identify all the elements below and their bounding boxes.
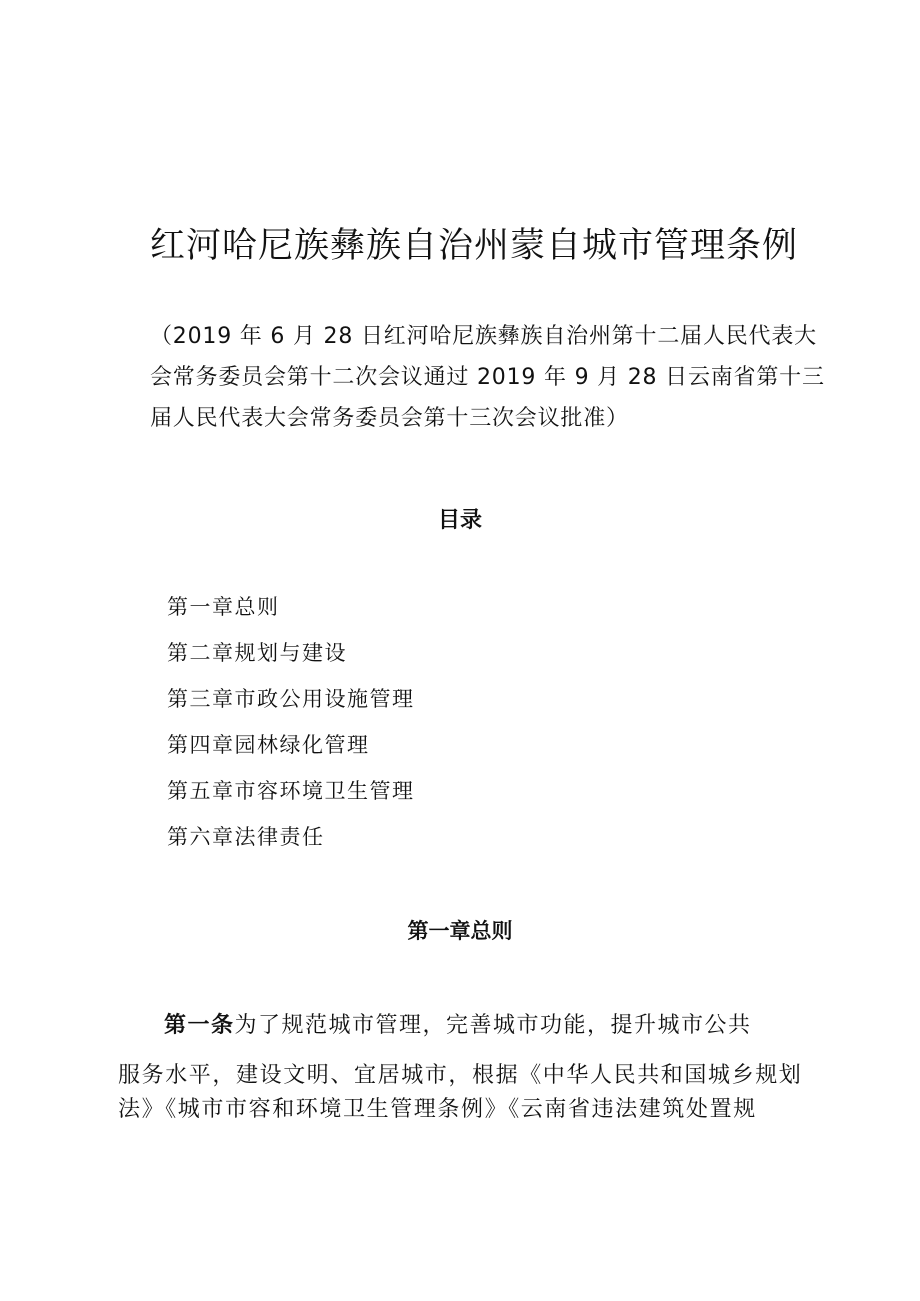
chapter-heading: 第一章总则 (407, 919, 513, 943)
toc-item-chapter-3[interactable]: 第三章市政公用设施管理 (167, 687, 415, 711)
toc-item-chapter-4[interactable]: 第四章园林绿化管理 (167, 733, 370, 757)
article-text: 为了规范城市管理，完善城市功能，提升城市公共 (234, 1013, 752, 1038)
document-title: 红河哈尼族彝族自治州蒙自城市管理条例 (150, 226, 799, 266)
toc-item-chapter-5[interactable]: 第五章市容环境卫生管理 (167, 779, 415, 803)
article-label: 第一条 (164, 1013, 235, 1038)
toc-heading: 目录 (437, 508, 482, 533)
adoption-note (150, 316, 825, 439)
adoption-note-line: 会常务委员会第十二次会议通过 2019 年 9 月 28 日云南省第十三 (150, 365, 825, 390)
article-continuation (118, 1059, 802, 1127)
toc-item-chapter-1[interactable]: 第一章总则 (167, 595, 280, 619)
article-first-line (164, 1008, 752, 1039)
article-text-line: 法》《城市市容和环境卫生管理条例》《云南省违法建筑处置规 (118, 1097, 757, 1122)
adoption-note-line: 届人民代表大会常务委员会第十三次会议批准） (150, 406, 629, 431)
adoption-note-line: （2019 年 6 月 28 日红河哈尼族彝族自治州第十二届人民代表大 (150, 324, 817, 349)
article-text-line: 服务水平，建设文明、宜居城市，根据《中华人民共和国城乡规划 (118, 1063, 803, 1088)
table-of-contents (167, 592, 415, 868)
toc-item-chapter-2[interactable]: 第二章规划与建设 (167, 641, 347, 665)
toc-item-chapter-6[interactable]: 第六章法律责任 (167, 825, 325, 849)
